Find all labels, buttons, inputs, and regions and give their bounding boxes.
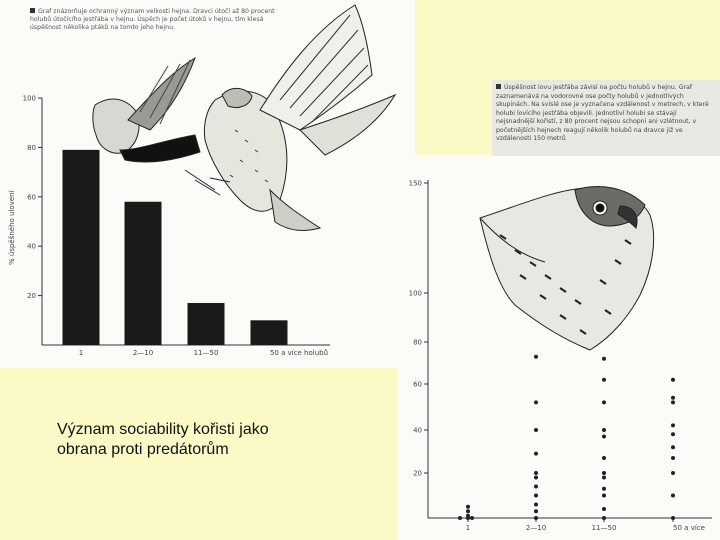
scatter-point (470, 516, 474, 520)
right-figure-caption: Úspěšnost lovu jestřába závisí na počtu holubů v hejnu. Graf zaznamenává na vodorovné ose počty holubů v jednotlivých skupinách. Na svislé ose je vyznačena vzdálenost v metrech, v které holubi lovícího jestřába objevili. Jednotliví holubi se stávají nejsnadnější kořistí, z 80 procent nejsou schopni ani vzlétnout, v početnějších hejnech reagují několik holubů na dravce již ve vzdálenosti 150 metrů (496, 84, 709, 142)
scatter-y-tick-label: 40 (413, 426, 422, 435)
scatter-x-tick-label: 1 (465, 524, 471, 532)
scatter-point (466, 509, 470, 513)
scatter-point (602, 516, 606, 520)
bar-x-tick-label: 11—50 (193, 349, 219, 357)
scatter-point (671, 456, 675, 460)
scatter-point (602, 400, 606, 404)
scatter-point (602, 471, 606, 475)
bar (63, 150, 100, 345)
bar-y-tick-label: 60 (27, 193, 36, 202)
scatter-point (534, 476, 538, 480)
bar-y-tick-label: 40 (27, 242, 36, 251)
scatter-point (671, 516, 675, 520)
scatter-point (671, 423, 675, 427)
scatter-point (602, 494, 606, 498)
scatter-y-tick-label: 80 (413, 338, 422, 347)
scatter-point (671, 471, 675, 475)
scatter-point (602, 456, 606, 460)
scatter-point (534, 400, 538, 404)
scatter-y-tick-label: 150 (408, 179, 422, 188)
scatter-point (671, 396, 675, 400)
scatter-point (534, 509, 538, 513)
bar (188, 303, 225, 345)
scatter-point (534, 452, 538, 456)
scatter-y-tick-label: 60 (413, 380, 422, 389)
main-caption-line-1: Význam sociability kořisti jako (57, 421, 269, 438)
hawk-attacking-pigeon-illustration (93, 5, 395, 230)
bar-x-tick-label: 2—10 (132, 349, 154, 357)
falcon-head-illustration (480, 186, 654, 350)
scatter-point (466, 505, 470, 509)
scatter-point (534, 503, 538, 507)
scatter-point (534, 355, 538, 359)
scatter-point (602, 476, 606, 480)
main-caption (57, 420, 337, 460)
main-caption-line-2: obrana proti predátorům (57, 441, 229, 458)
scatter-y-tick-label: 20 (413, 469, 422, 478)
scatter-point (534, 494, 538, 498)
scatter-point (534, 485, 538, 489)
scatter-point (602, 357, 606, 361)
scatter-point (602, 507, 606, 511)
scatter-point (671, 400, 675, 404)
scatter-point (602, 434, 606, 438)
bar (251, 320, 288, 345)
scatter-point (534, 516, 538, 520)
scatter-point (466, 514, 470, 518)
bar-y-tick-label: 100 (22, 94, 36, 103)
scatter-point (671, 378, 675, 382)
scatter-point (602, 428, 606, 432)
bar-x-tick-label: 1 (78, 349, 84, 357)
bar-y-tick-label: 80 (27, 143, 36, 152)
scatter-point (534, 471, 538, 475)
bar (125, 202, 162, 345)
scatter-point (458, 516, 462, 520)
scatter-point (671, 432, 675, 436)
scatter-point (602, 487, 606, 491)
scatter-x-tick-label: 50 a více (673, 524, 705, 532)
bar-x-tick-label: 50 a více holubů (269, 349, 329, 357)
scatter-x-tick-label: 2—10 (525, 524, 547, 532)
scatter-point (671, 445, 675, 449)
left-figure-caption: Graf znázorňuje ochranný význam velkosti hejna. Dravci útočí až 80 procent holubů útočícího jestřába v hejnu. Úspěch je počet útoků v hejnu, tím klesá úspěšnost několika ptáků na tomto jeho hejnu. (30, 8, 275, 31)
scatter-point (534, 428, 538, 432)
bar-y-tick-label: 20 (27, 292, 36, 301)
scatter-point (602, 378, 606, 382)
scatter-point (671, 494, 675, 498)
bar-chart-y-label: % úspěšného ulovení (8, 190, 16, 265)
scatter-x-tick-label: 11—50 (591, 524, 617, 532)
scatter-y-tick-label: 100 (408, 289, 422, 298)
